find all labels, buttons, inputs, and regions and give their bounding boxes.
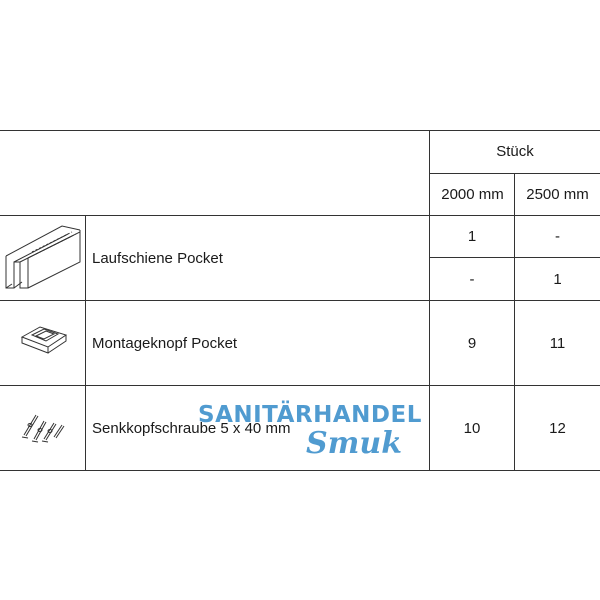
watermark-line1: SANITÄRHANDEL [198,402,422,428]
qty-cell: 11 [549,334,566,352]
parts-table [0,130,600,471]
screws-icon [18,411,68,445]
qty-cell: 1 [467,228,477,245]
qty-cell: - [555,228,560,245]
header-group-label: Stück [496,143,534,160]
qty-cell: 10 [463,419,481,437]
table-border-bottom [0,470,600,471]
qty-cell: 1 [553,270,562,288]
watermark-line2: Smuk [306,426,403,461]
qty-cell: 12 [549,419,566,437]
mounting-button-icon [18,323,70,357]
item-name-montageknopf: Montageknopf Pocket [92,334,238,352]
rail-icon [2,220,82,298]
item-name-senkkopfschraube: Senkkopfschraube 5 x 40 mm [92,419,291,437]
qty-cell: 9 [467,334,477,352]
item-name-laufschiene: Laufschiene Pocket [92,249,223,267]
header-col-2000: 2000 mm [441,185,504,203]
header-col-2500: 2500 mm [526,185,589,203]
qty-cell: - [469,270,475,288]
